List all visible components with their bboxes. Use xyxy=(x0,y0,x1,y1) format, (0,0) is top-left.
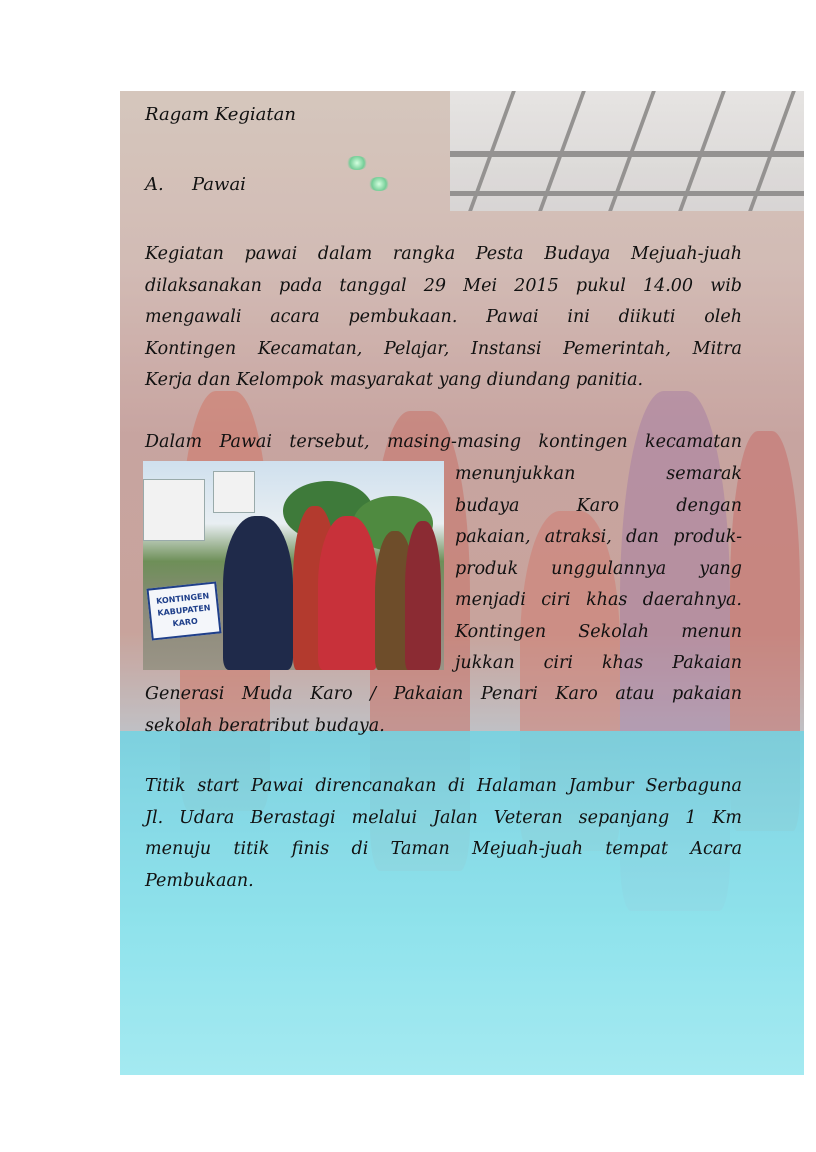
text-line: dilaksanakan pada tanggal 29 Mei 2015 pukul 14.00 wib xyxy=(145,275,742,296)
text-line: budaya Karo dengan xyxy=(455,495,742,516)
paragraph-1 xyxy=(145,239,742,397)
text-line: Generasi Muda Karo / Pakaian Penari Karo atau pakaian xyxy=(145,684,742,704)
paragraph-2-rest xyxy=(145,679,742,742)
text-line: Titik start Pawai direncanakan di Halaman Jambur Serbaguna xyxy=(145,776,742,796)
section-title: Pawai xyxy=(192,174,246,195)
text-line: sekolah beratribut budaya. xyxy=(145,715,385,736)
paragraph-2-first-line xyxy=(145,427,742,459)
text-line: mengawali acara pembukaan. Pawai ini diikuti oleh xyxy=(145,307,742,327)
text-line: menuju titik finis di Taman Mejuah-juah tempat Acara xyxy=(145,839,742,859)
text-line: menjadi ciri khas daerahnya. xyxy=(455,590,742,610)
text-line: jukkan ciri khas Pakaian xyxy=(455,653,742,673)
text-line: Kontingen Sekolah menun xyxy=(455,621,742,642)
text-line: Kontingen Kecamatan, Pelajar, Instansi Pemerintah, Mitra xyxy=(145,338,742,359)
text-line: pakaian, atraksi, dan produk- xyxy=(455,527,742,547)
section-letter: A. xyxy=(145,174,164,195)
parade-photo xyxy=(143,461,444,670)
kontingen-sign: KONTINGEN KABUPATEN KARO xyxy=(146,581,221,640)
text-line: Pembukaan. xyxy=(145,870,254,891)
text-line: Kegiatan pawai dalam rangka Pesta Budaya Mejuah-juah xyxy=(145,244,742,264)
text-line: Jl. Udara Berastagi melalui Jalan Veteran sepanjang 1 Km xyxy=(145,807,742,828)
text-line: produk unggulannya yang xyxy=(455,558,742,579)
text-line: menunjukkan semarak xyxy=(455,464,742,484)
paragraph-2-wrap xyxy=(455,459,742,680)
page-title: Ragam Kegiatan xyxy=(145,104,296,125)
text-line: Dalam Pawai tersebut, masing-masing kontingen kecamatan xyxy=(145,432,742,452)
text-line: Kerja dan Kelompok masyarakat yang diundang panitia. xyxy=(145,370,644,390)
paragraph-3 xyxy=(145,771,742,897)
